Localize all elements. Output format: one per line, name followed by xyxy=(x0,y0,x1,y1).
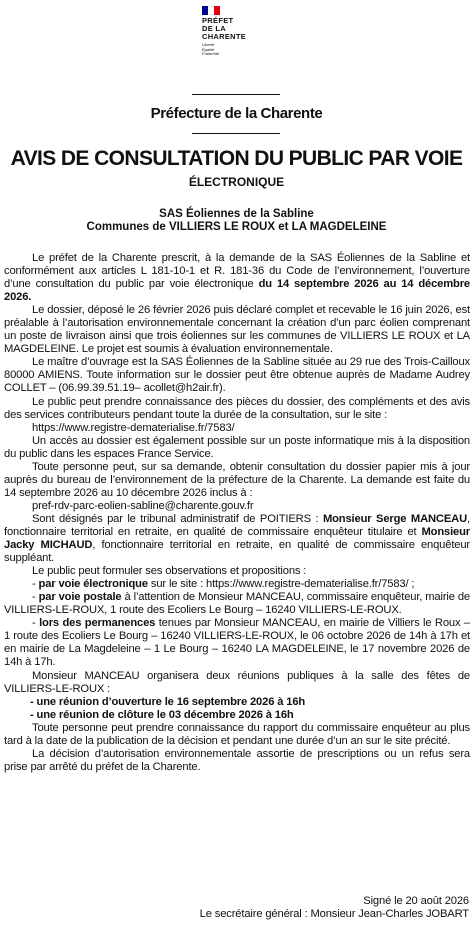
logo-line-2: DE LA xyxy=(202,24,226,33)
communes-and: et xyxy=(275,221,292,233)
paragraph-reunions: Monsieur MANCEAU organisera deux réunions publiques à la salle des fêtes de VILLIERS-LE-ROUX : xyxy=(4,669,470,695)
dash: - xyxy=(32,617,40,630)
communes-prefix: Communes de xyxy=(86,221,169,233)
item-voie-electronique xyxy=(4,578,470,591)
commissaires-text-c: , fonctionnaire territorial en retraite, en qualité de commissaire enquêteur titulaire et xyxy=(4,512,470,538)
item-permanences xyxy=(4,617,470,669)
consultation-dates: du 14 septembre 2026 au 14 décembre 2026. xyxy=(4,278,470,304)
paragraph-dossier: Le dossier, déposé le 26 février 2026 puis déclaré complet et recevable le 16 juin 2026, est préalable à l’autorisation environnementale concernant la création d’un parc éolien comprenant un poste de livraison ainsi que trois éoliennes sur les communes de VILLIERS LE ROUX et LA MAGDELEINE. Le projet est soumis à évaluation environnementale. xyxy=(4,304,470,356)
prefecture-heading: Préfecture de la Charente xyxy=(150,105,323,122)
permanences-label: lors des permanences xyxy=(39,617,156,630)
heading-divider xyxy=(192,133,280,134)
prescription-text: Le préfet de la Charente prescrit, à la demande de la SAS Éoliennes de la Sabline et conformément aux articles L 181-10-1 et R. 181-36 du Code de l’environnement, l’ouverture d’une consultation du public par voie électronique xyxy=(4,252,470,291)
company-name: SAS Éoliennes de la Sabline xyxy=(159,208,314,220)
logo-line-3: CHARENTE xyxy=(202,32,247,41)
logo-motto xyxy=(202,43,272,57)
commune-magdeleine: LA MAGDELEINE xyxy=(291,221,387,233)
french-flag-icon xyxy=(202,6,220,15)
voie-electronique-text: sur le site : https://www.registre-dematerialise.fr/7583/ ; xyxy=(147,578,415,591)
paragraph-maitre-ouvrage: Le maître d’ouvrage est la SAS Éoliennes de la Sabline située au 29 rue des Trois-Cailloux 80000 AMIENS. Toute information sur le dossier peut être obtenue auprès de Madame Audrey COLLET – (06.99.39.51.19– acollet@h2air.fr). xyxy=(4,356,470,395)
motto-egalite: Égalité xyxy=(202,46,215,52)
paragraph-prescription xyxy=(4,252,470,304)
communes-line xyxy=(0,221,473,234)
reunion-cloture: - une réunion de clôture le 03 décembre 2026 à 16h xyxy=(30,708,294,721)
voie-electronique-label: par voie électronique xyxy=(38,578,148,591)
contact-email: pref-rdv-parc-eolien-sabline@charente.gouv.fr xyxy=(32,499,254,512)
top-divider xyxy=(192,94,280,95)
item-voie-postale xyxy=(4,591,470,617)
logo-line-1: PRÉFET xyxy=(202,16,234,25)
motto-fraternite: Fraternité xyxy=(202,51,220,57)
prefecture-logo xyxy=(202,6,272,57)
voie-postale-label: par voie postale xyxy=(38,591,122,604)
notice-title: AVIS DE CONSULTATION DU PUBLIC PAR VOIE xyxy=(10,147,463,170)
paragraph-public-access: Le public peut prendre connaissance des pièces du dossier, des compléments et des avis des services contributeurs pendant toute la durée de la consultation, sur le site : xyxy=(4,395,470,421)
dash: - xyxy=(32,591,39,604)
commissaire-titulaire: Monsieur Serge MANCEAU xyxy=(322,512,468,525)
signature-signer: Le secrétaire général : Monsieur Jean-Charles JOBART xyxy=(199,908,469,920)
paragraph-decision: La décision d’autorisation environnementale assortie de prescriptions ou un refus sera prise par arrêté du préfet de la Charente. xyxy=(4,747,470,773)
voie-postale-text: à l’attention de Monsieur MANCEAU, commissaire enquêteur, mairie de VILLIERS-LE-ROUX, 1 route des Ecoliers Le Bourg – 16240 VILLIERS-LE-ROUX. xyxy=(4,591,470,617)
notice-title-line2: ÉLECTRONIQUE xyxy=(188,175,285,189)
reunion-ouverture: - une réunion d’ouverture le 16 septembre 2026 à 16h xyxy=(30,695,306,708)
paragraph-commissaires xyxy=(4,513,470,565)
motto-liberte: Liberté xyxy=(202,42,215,47)
dash: - xyxy=(32,578,39,591)
commissaires-text-a: Sont désignés par le tribunal administratif de POITIERS : xyxy=(32,512,323,525)
paragraph-observations: Le public peut formuler ses observations et propositions : xyxy=(32,565,307,578)
paragraph-paper-dossier: Toute personne peut, sur sa demande, obtenir consultation du dossier papier mis à jour auprès du bureau de l’environnement de la préfecture de la Charente. La demande est faite du 14 septembre 2026 au 10 décembre 2026 inclus à : xyxy=(4,460,470,499)
permanences-text: tenues par Monsieur MANCEAU, en mairie de Villiers le Roux – 1 route des Ecoliers Le Bourg – 16240 VILLIERS-LE-ROUX, le 06 octobre 2026 de 14h à 17h et en mairie de La Magdeleine – 1 Le Bourg – 16240 LA MAGDELEINE, le 17 novembre 2026 de 14h à 17h. xyxy=(4,617,470,669)
registry-url: https://www.registre-dematerialise.fr/7583/ xyxy=(32,421,235,434)
notice-body xyxy=(4,252,470,774)
commissaire-suppleant: Monsieur Jacky MICHAUD xyxy=(4,525,470,552)
flag-red-band xyxy=(214,6,220,15)
signature-block xyxy=(200,895,469,921)
commune-villiers: VILLIERS LE ROUX xyxy=(168,221,276,233)
paragraph-rapport: Toute personne peut prendre connaissance du rapport du commissaire enquêteur au plus tard à la date de la publication de la décision et pendant une durée d’un an sur le site précité. xyxy=(4,721,470,747)
paragraph-france-service: Un accès au dossier est également possible sur un poste informatique mis à la disposition du public dans les espaces France Service. xyxy=(4,434,470,460)
signature-date: Signé le 20 août 2026 xyxy=(363,895,469,907)
commissaires-text-e: , fonctionnaire territorial en retraite, en qualité de commissaire enquêteur suppléant. xyxy=(4,539,471,565)
